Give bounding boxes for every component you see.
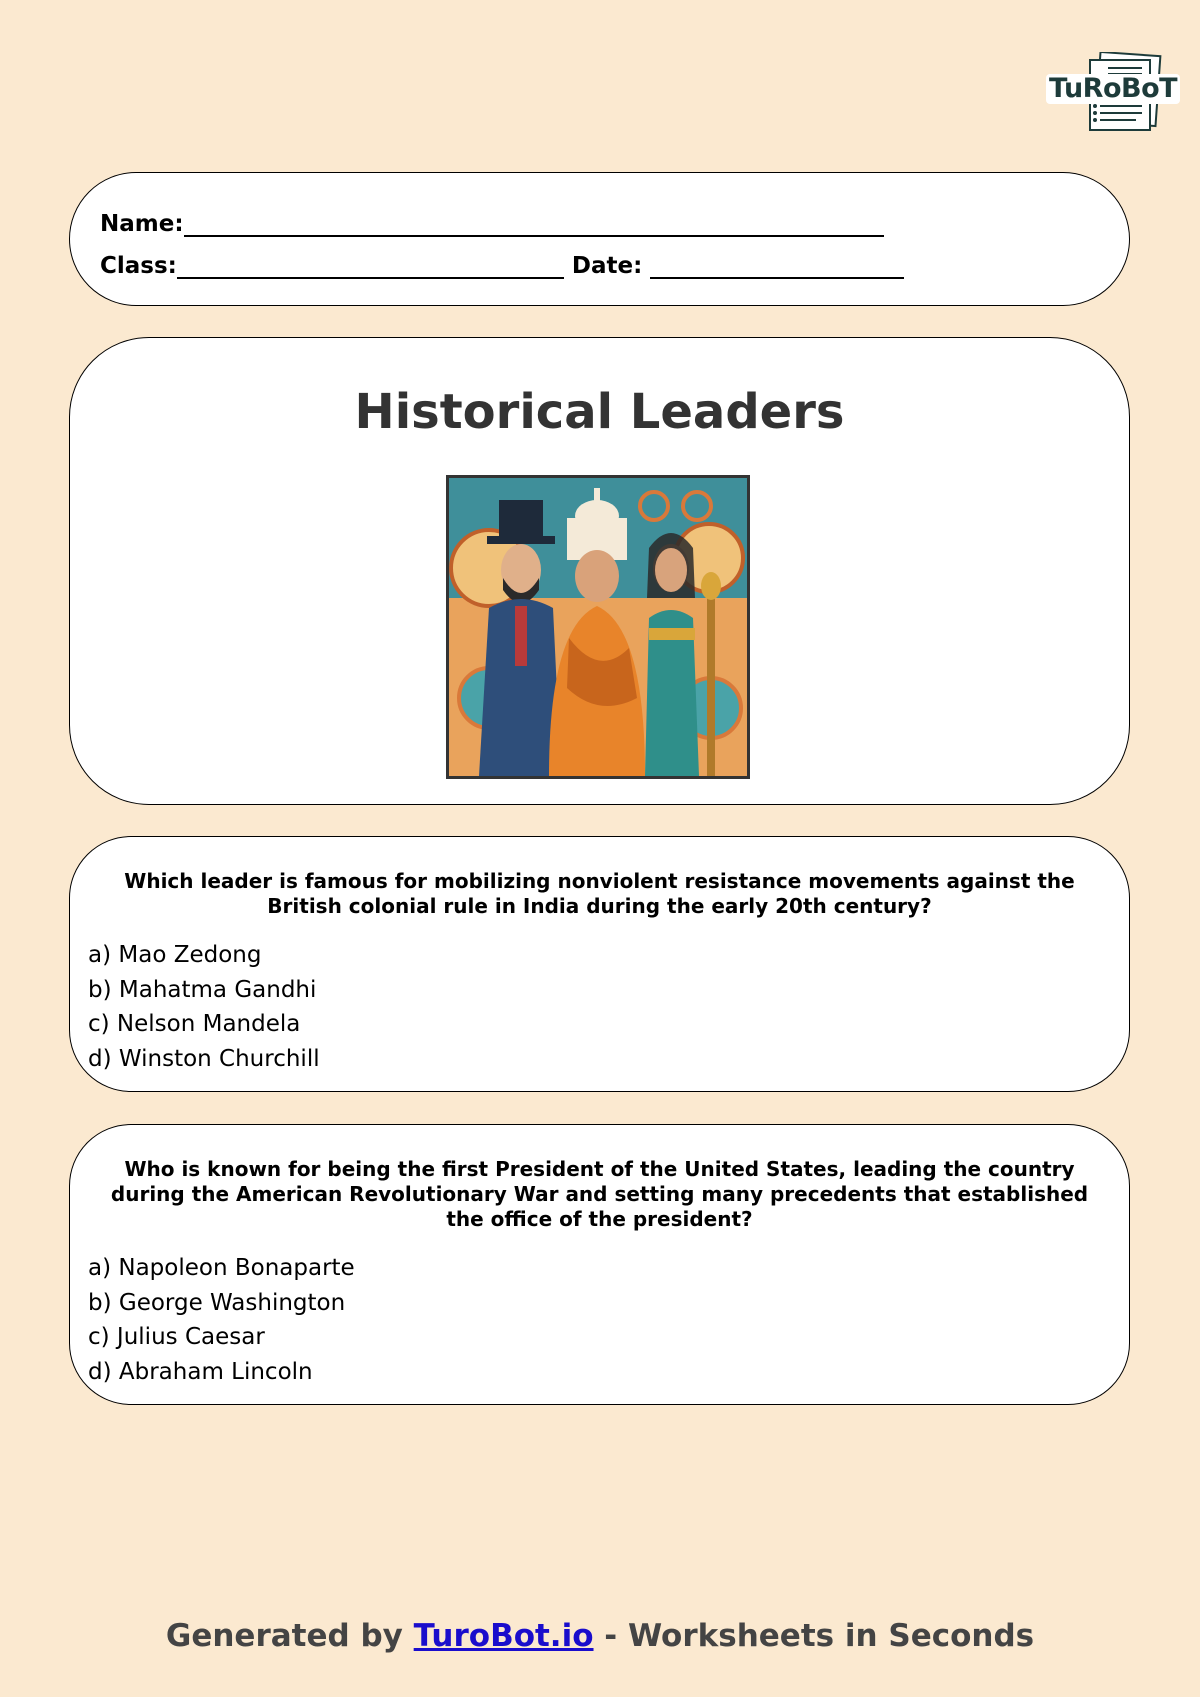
leaders-illustration-icon: [449, 478, 747, 776]
answer-option[interactable]: a) Mao Zedong: [88, 942, 262, 968]
title-card: [69, 337, 1130, 805]
student-info-card: [69, 172, 1130, 306]
answer-option[interactable]: d) Winston Churchill: [88, 1045, 320, 1072]
turobot-logo: [1046, 52, 1178, 136]
footer-prefix: Generated by: [165, 1618, 414, 1654]
date-label: Date:: [571, 253, 643, 279]
name-label: Name:: [100, 211, 184, 237]
footer: [0, 1618, 1200, 1654]
answer-option[interactable]: a) Napoleon Bonaparte: [88, 1255, 355, 1281]
answer-options: [88, 938, 320, 1076]
answer-option[interactable]: d) Abraham Lincoln: [88, 1358, 313, 1385]
logo-wordmark: TuRoBoT: [1046, 74, 1180, 104]
answer-option[interactable]: c) Julius Caesar: [88, 1324, 265, 1350]
name-field[interactable]: [184, 211, 884, 237]
answer-option[interactable]: b) Mahatma Gandhi: [88, 976, 317, 1003]
turobot-link[interactable]: TuroBot.io: [413, 1618, 594, 1654]
answer-option[interactable]: c) Nelson Mandela: [88, 1011, 301, 1037]
footer-suffix: - Worksheets in Seconds: [593, 1618, 1035, 1654]
question-card-1: [69, 836, 1130, 1092]
question-text: Who is known for being the first President of the United States, leading the country during the American Revolutionary War and setting many precedents that established the office of the president?: [110, 1157, 1089, 1231]
class-date-row: [100, 253, 904, 279]
answer-option[interactable]: b) George Washington: [88, 1289, 346, 1316]
question-card-2: [69, 1124, 1130, 1405]
class-field[interactable]: [177, 253, 564, 279]
historical-leaders-illustration: [446, 475, 750, 779]
worksheet-title: Historical Leaders: [354, 384, 845, 440]
date-field[interactable]: [650, 253, 904, 279]
question-text: Which leader is famous for mobilizing nonviolent resistance movements against the British colonial rule in India during the early 20th century?: [124, 869, 1075, 918]
answer-options: [88, 1251, 355, 1389]
class-label: Class:: [100, 253, 177, 279]
name-row: [100, 211, 884, 237]
